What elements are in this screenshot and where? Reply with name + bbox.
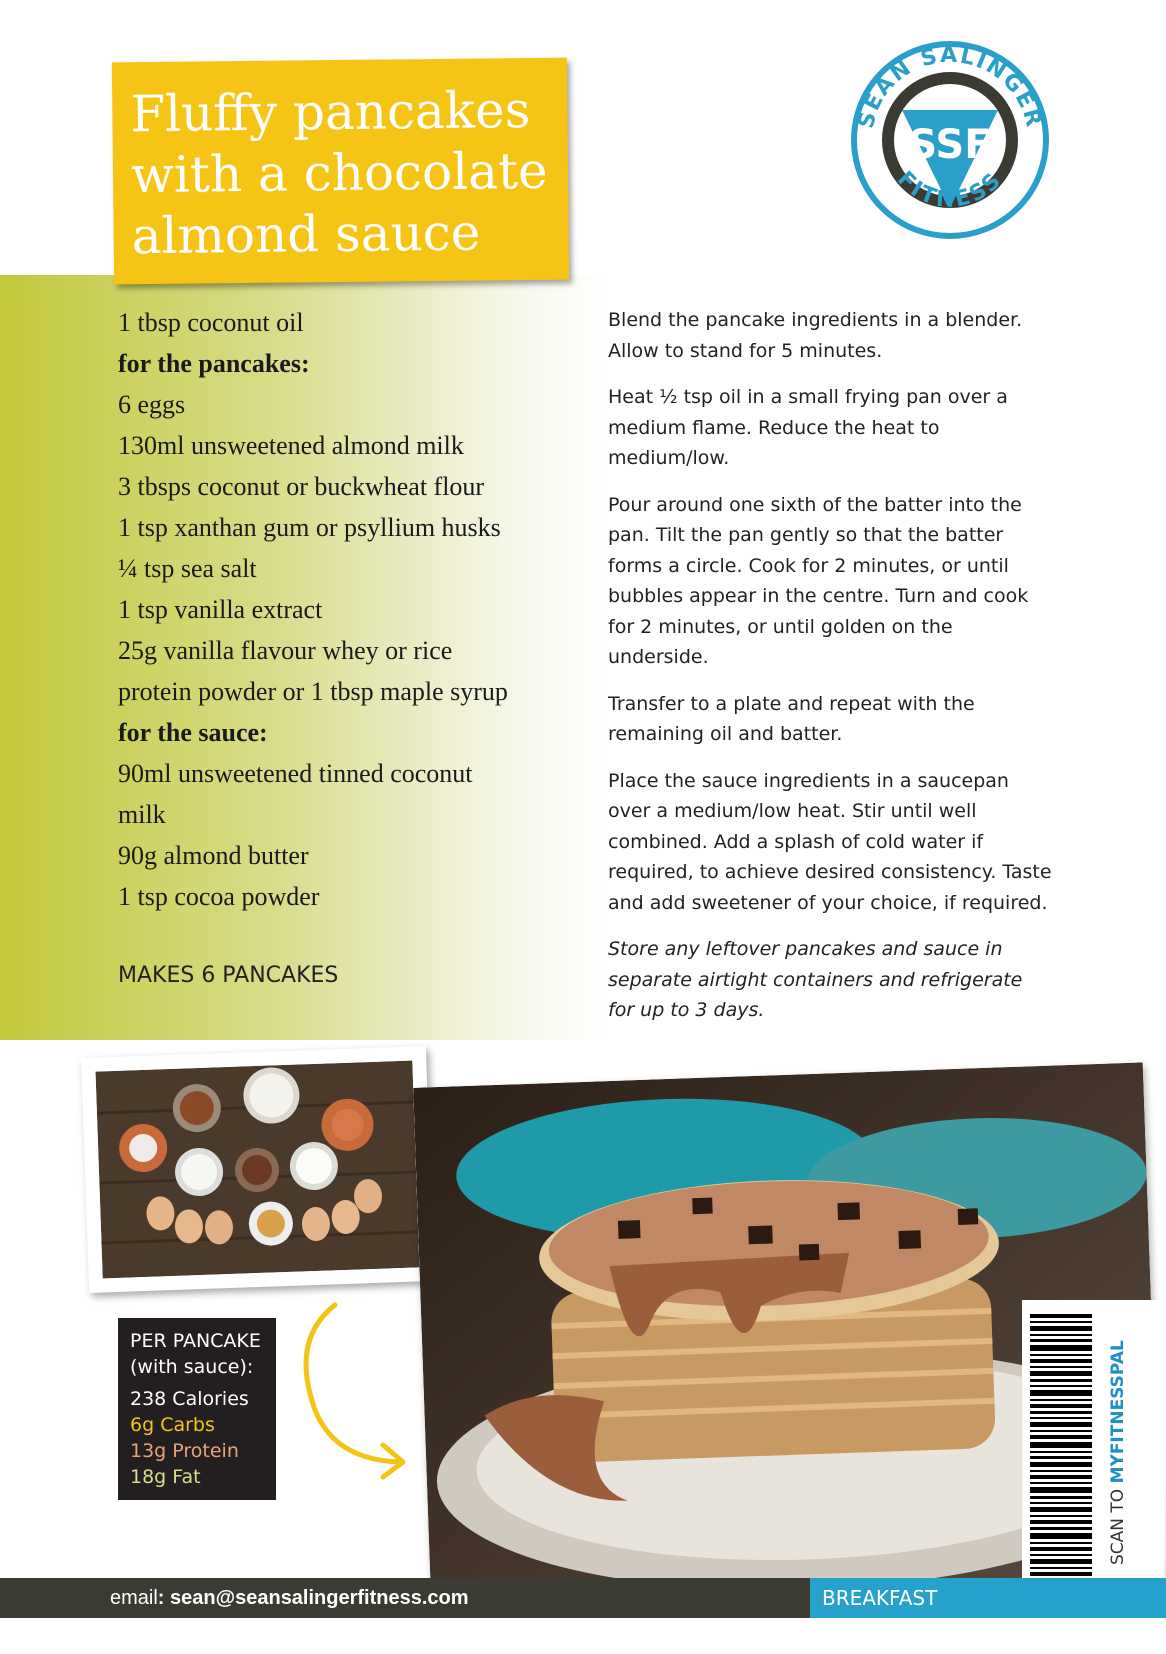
calories-value: 238 Calories: [130, 1388, 249, 1410]
ingredients-list: [118, 302, 588, 917]
email-contact[interactable]: [110, 1587, 469, 1610]
barcode-icon: [1030, 1314, 1092, 1576]
nutrition-heading: PER PANCAKE: [130, 1330, 261, 1352]
logo-top-text: SEAN SALINGER: [853, 42, 1047, 131]
category-tag: [810, 1578, 1166, 1618]
ingredient-item: 90ml unsweetened tinned coconut: [118, 759, 473, 788]
method-step: Transfer to a plate and repeat with the remaining oil and batter.: [608, 692, 975, 745]
scan-label: [1108, 1340, 1128, 1565]
ingredient-item: 25g vanilla flavour whey or rice: [118, 636, 453, 665]
barcode-panel[interactable]: [1022, 1300, 1164, 1590]
ingredient-section-heading: for the pancakes:: [118, 349, 310, 378]
title-banner: [112, 58, 569, 285]
carbs-value: 6g Carbs: [130, 1414, 215, 1436]
recipe-title: [130, 80, 562, 267]
logo-monogram: SSF: [908, 122, 992, 168]
method-step: Blend the pancake ingredients in a blender. Allow to stand for 5 minutes.: [608, 309, 1023, 362]
ingredient-item: 3 tbsps coconut or buckwheat flour: [118, 472, 485, 501]
nutrition-panel: [118, 1318, 276, 1500]
title-line-3: almond sauce: [131, 203, 481, 266]
ingredient-item: ¼ tsp sea salt: [118, 554, 257, 583]
ingredient-item: milk: [118, 800, 166, 829]
email-label: email: [110, 1587, 158, 1609]
method-steps: [608, 305, 1053, 1042]
ingredient-item: 1 tbsp coconut oil: [118, 308, 304, 337]
title-line-2: with a chocolate: [130, 141, 548, 205]
fat-value: 18g Fat: [130, 1466, 201, 1488]
ingredient-section-heading: for the sauce:: [118, 718, 268, 747]
scan-brand: MYFITNESSPAL: [1108, 1340, 1128, 1484]
title-line-1: Fluffy pancakes: [130, 81, 531, 144]
method-step: Pour around one sixth of the batter into the pan. Tilt the pan gently so that the batter forms a circle. Cook for 2 minutes, or until bubbles appear in the centre. Turn and cook for 2 minutes, or until golden on the underside.: [608, 493, 1029, 668]
ingredient-item: protein powder or 1 tbsp maple syrup: [118, 677, 508, 706]
ingredient-item: 1 tsp cocoa powder: [118, 882, 320, 911]
method-step: Place the sauce ingredients in a saucepan over a medium/low heat. Stir until well combined. Add a splash of cold water if required, to achieve desired consistency. Taste and add sweetener of your choice, if required.: [608, 769, 1052, 914]
storage-note: Store any leftover pancakes and sauce in separate airtight containers and refrigerate for up to 3 days.: [608, 938, 1023, 1021]
ingredient-item: 130ml unsweetened almond milk: [118, 431, 464, 460]
arrow-icon: [295, 1300, 435, 1480]
brand-logo: [850, 40, 1050, 240]
ingredient-item: 1 tsp xanthan gum or psyllium husks: [118, 513, 501, 542]
ingredients-image: [95, 1061, 419, 1279]
yield-label: MAKES 6 PANCAKES: [118, 963, 339, 988]
ingredient-item: 90g almond butter: [118, 841, 309, 870]
logo-icon: [850, 40, 1050, 240]
category-label: BREAKFAST: [822, 1586, 938, 1610]
ingredients-photo: [81, 1046, 434, 1293]
scan-prefix: SCAN TO: [1108, 1483, 1128, 1565]
logo-bottom-text: FITNESS: [892, 166, 1008, 213]
email-address[interactable]: : sean@seansalingerfitness.com: [157, 1587, 469, 1609]
ingredient-item: 6 eggs: [118, 390, 186, 419]
nutrition-subheading: (with sauce):: [130, 1356, 254, 1378]
protein-value: 13g Protein: [130, 1440, 239, 1462]
method-step: Heat ½ tsp oil in a small frying pan over a medium flame. Reduce the heat to medium/low.: [608, 386, 1008, 469]
ingredient-item: 1 tsp vanilla extract: [118, 595, 323, 624]
